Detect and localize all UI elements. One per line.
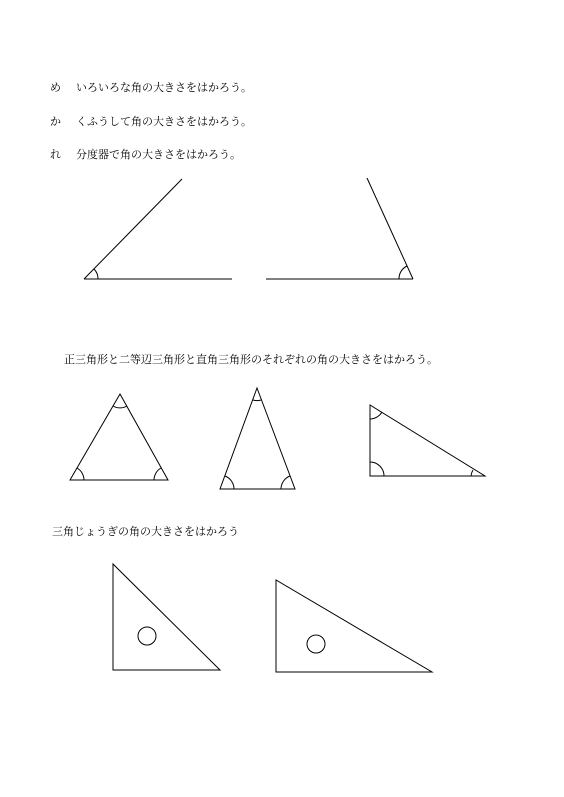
second-angle-arc: [399, 266, 407, 279]
acute-angle-arc: [94, 269, 98, 279]
isosceles-triangle-outline: [220, 388, 295, 489]
isosceles-right-angle-arc: [281, 476, 290, 489]
equilateral-top-angle-arc: [113, 406, 127, 408]
isosceles-triangle: [220, 388, 295, 489]
setsquares-heading: 三角じょうぎの角の大きさをはかろう: [52, 525, 239, 538]
objective-text-3: 分度器で角の大きさをはかろう。: [76, 148, 241, 161]
triangles-heading: 正三角形と二等辺三角形と直角三角形のそれぞれの角の大きさをはかろう。: [64, 353, 438, 366]
objective-mark-2: か: [50, 115, 61, 128]
right-triangle-right-angle-arc: [370, 462, 384, 476]
right-triangle-top-angle-arc: [370, 412, 382, 419]
objective-text-2: くふうして角の大きさをはかろう。: [76, 115, 252, 128]
equilateral-left-angle-arc: [77, 468, 84, 480]
objective-mark-1: め: [50, 81, 61, 94]
equilateral-triangle-outline: [70, 394, 168, 480]
set-square-30-60: [276, 580, 432, 672]
acute-angle-figure: [84, 179, 232, 279]
acute-angle-slant-ray: [84, 179, 182, 279]
equilateral-right-angle-arc: [154, 468, 161, 480]
set-square-45-hole: [138, 627, 156, 645]
isosceles-top-angle-arc: [253, 400, 261, 401]
set-square-45: [113, 564, 220, 670]
set-square-45-outline: [113, 564, 220, 670]
objective-mark-3: れ: [50, 148, 61, 161]
second-angle-slant-ray: [367, 178, 413, 279]
isosceles-left-angle-arc: [225, 476, 234, 489]
equilateral-triangle: [70, 394, 168, 480]
second-angle-figure: [266, 178, 413, 279]
set-square-30-60-outline: [276, 580, 432, 672]
right-triangle: [370, 405, 485, 476]
set-square-30-60-hole: [307, 635, 325, 653]
right-triangle-outline: [370, 405, 485, 476]
right-triangle-acute-angle-arc: [471, 470, 473, 476]
objective-text-1: いろいろな角の大きさをはかろう。: [76, 81, 252, 94]
